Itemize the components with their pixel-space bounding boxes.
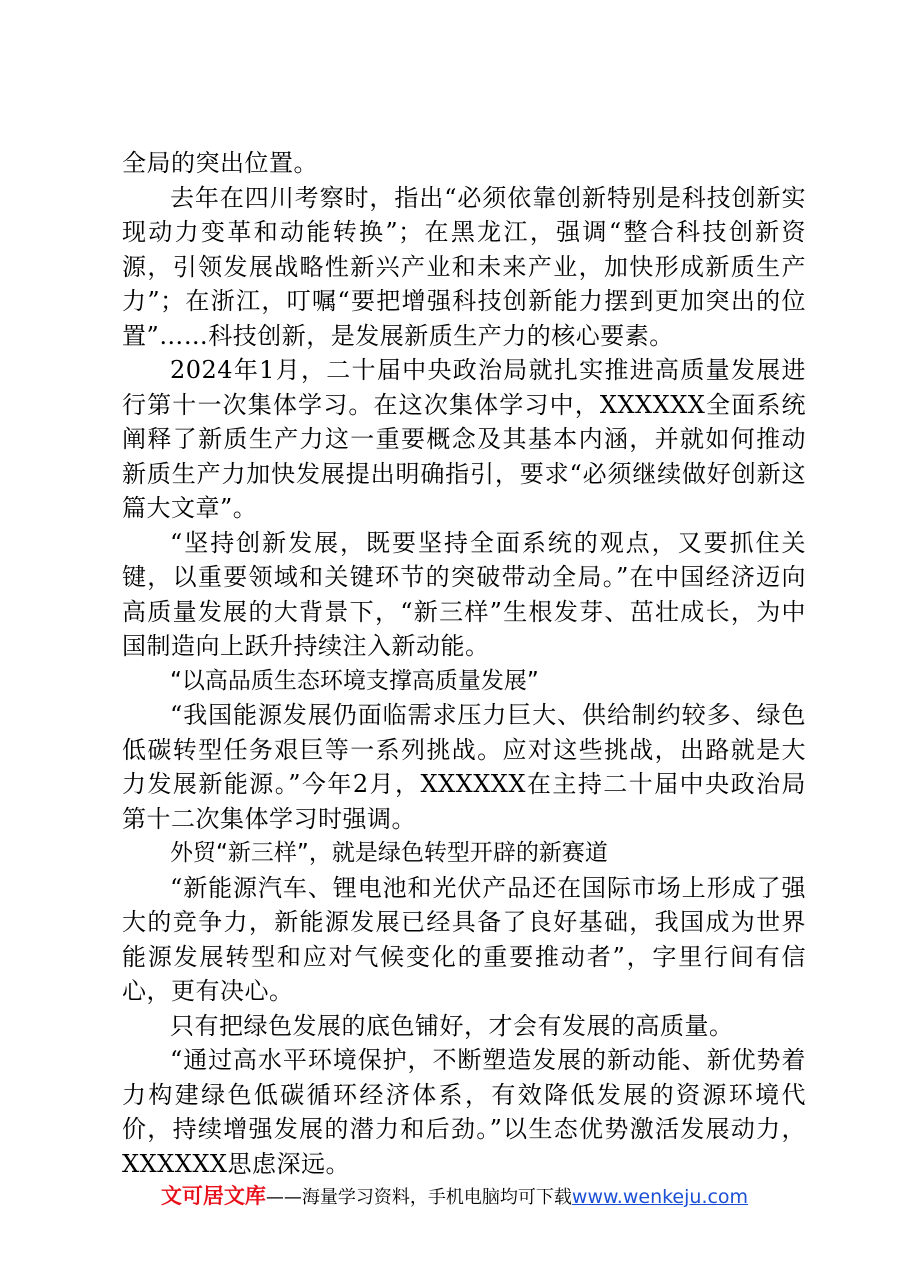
paragraph: 全局的突出位置。 <box>122 149 318 177</box>
paragraph: 只有把绿色发展的底色铺好，才会有发展的高质量。 <box>170 1011 734 1040</box>
section-heading: 外贸“新三样”，就是绿色转型开辟的新赛道 <box>170 840 608 866</box>
paragraph: “通过高水平环境保护，不断塑造发展的新动能、新优势着力构建绿色低碳循环经济体系，有效降低发展的资源环境代价，持续增强发展的潜力和后劲。”以生态优势激活发展动力，XXXXXX思虑深远。 <box>122 1046 806 1178</box>
paragraph: 2024年1月，二十届中央政治局就扎实推进高质量发展进行第十一次集体学习。在这次集体学习中，XXXXXX全面系统阐释了新质生产力这一重要概念及其基本内涵，并就如何推动新质生产力加快发展提出明确指引，要求“必须继续做好创新这篇大文章”。 <box>122 356 806 522</box>
brand-name: 文可居文库 <box>160 1184 266 1208</box>
paragraph: “新能源汽车、锂电池和光伏产品还在国际市场上形成了强大的竞争力，新能源发展已经具备了良好基础，我国成为世界能源发展转型和应对气候变化的重要推动者”，字里行间有信心，更有决心。 <box>122 873 806 1005</box>
footer-slogan: ——海量学习资料，手机电脑均可下载 <box>265 1187 572 1208</box>
paragraph: 去年在四川考察时，指出“必须依靠创新特别是科技创新实现动力变革和动能转换”；在黑龙江，强调“整合科技创新资源，引领发展战略性新兴产业和未来产业，加快形成新质生产力”；在浙江，叮嘱“要把增强科技创新能力摆到更加突出的位置”……科技创新，是发展新质生产力的核心要素。 <box>122 183 806 350</box>
footer-banner <box>0 1180 909 1210</box>
paragraph: “我国能源发展仍面临需求压力巨大、供给制约较多、绿色低碳转型任务艰巨等一系列挑战。应对这些挑战，出路就是大力发展新能源。”今年2月，XXXXXX在主持二十届中央政治局第十二次集体学习时强调。 <box>122 701 806 833</box>
website-link[interactable]: www.wenkeju.com <box>571 1186 749 1208</box>
document-body <box>122 146 806 1181</box>
paragraph: “坚持创新发展，既要坚持全面系统的观点，又要抓住关键，以重要领域和关键环节的突破带动全局。”在中国经济迈向高质量发展的大背景下，“新三样”生根发芽、茁壮成长，为中国制造向上跃升持续注入新动能。 <box>122 528 806 660</box>
section-heading: “以高品质生态环境支撑高质量发展” <box>170 667 539 694</box>
